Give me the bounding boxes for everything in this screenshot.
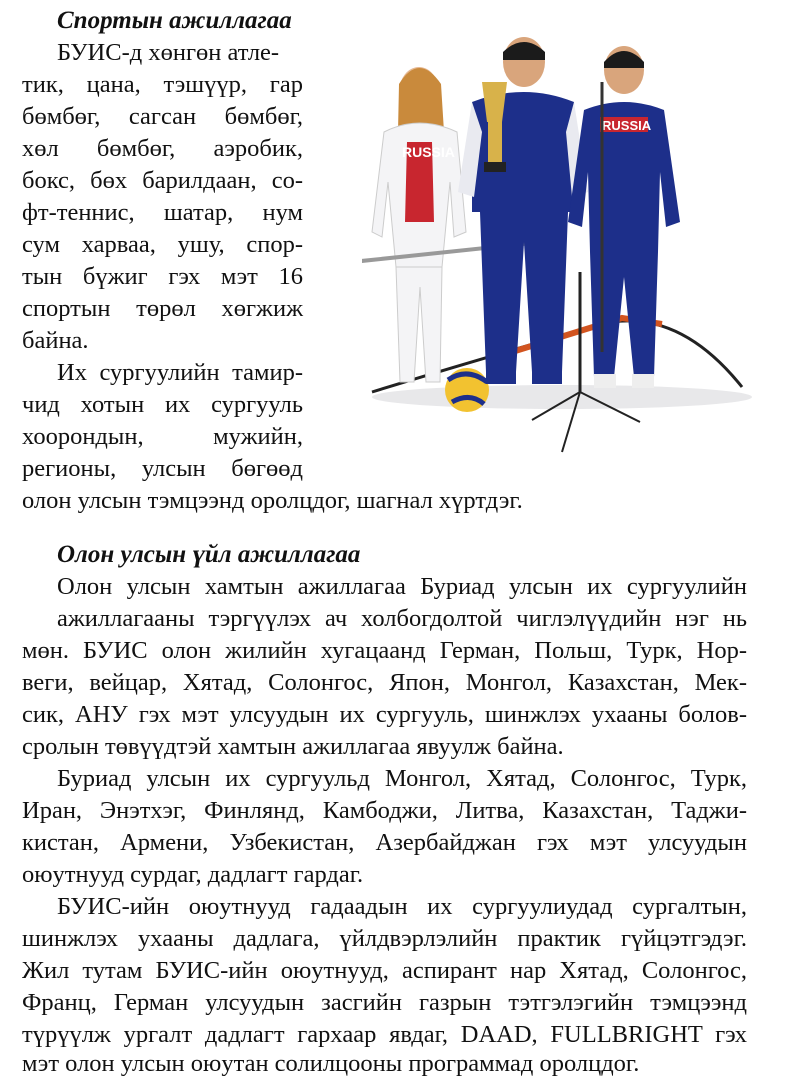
intl-line-14: Франц, Герман улсуудын засгийн газрын тэтгэлэгийн тэмцээнд xyxy=(22,989,747,1016)
sport-line-2: тик, цана, тэшүүр, гар xyxy=(22,71,303,98)
intl-line-5: сик, АНУ гэх мэт улсуудын их сургууль, шинжлэх ухааны болов- xyxy=(22,701,747,728)
sport-line-12: чид хотын их сургууль xyxy=(22,391,303,418)
intl-line-7: Буриад улсын их сургуульд Монгол, Хятад, Солонгос, Турк, xyxy=(57,765,747,792)
sport-line-4: хөл бөмбөг, аэробик, xyxy=(22,135,303,162)
sport-line-5: бокс, бөх барилдаан, со- xyxy=(22,167,303,194)
intl-line-9: кистан, Армени, Узбекистан, Азербайджан гэх мэт улсуудын xyxy=(22,829,747,856)
jacket-left-text: RUSSIA xyxy=(402,144,455,160)
intl-line-10: оюутнууд сурдаг, дадлагт гардаг. xyxy=(22,861,364,888)
intl-heading: Олон улсын үйл ажиллагаа xyxy=(57,541,361,568)
sport-line-3: бөмбөг, сагсан бөмбөг, xyxy=(22,103,303,130)
sport-line-14: регионы, улсын бөгөөд xyxy=(22,455,303,482)
sport-line-1: БУИС-д хөнгөн атле- xyxy=(57,39,280,66)
intl-line-15: түрүүлж ургалт дадлагт гархаар явдаг, DAAD, FULLBRIGHT гэх xyxy=(22,1021,747,1048)
intl-line-11: БУИС-ийн оюутнууд гадаадын их сургуулиудад сургалтын, xyxy=(57,893,747,920)
sport-line-13: хоорондын, мужийн, xyxy=(22,423,303,450)
sport-line-10: байна. xyxy=(22,327,89,354)
sport-line-15: олон улсын тэмцээнд оролцдог, шагнал хүртдэг. xyxy=(22,487,523,514)
intl-line-16: мэт олон улсын оюутан солилцооны программад оролцдог. xyxy=(22,1050,640,1077)
intl-line-13: Жил тутам БУИС-ийн оюутнууд, аспирант нар Хятад, Солонгос, xyxy=(22,957,747,984)
jacket-right-text: RUSSIA xyxy=(602,118,652,133)
intl-line-2: ажиллагааны тэргүүлэх ач холбогдолтой чиглэлүүдийн нэг нь xyxy=(57,605,747,632)
intl-line-4: веги, вейцар, Хятад, Солонгос, Япон, Монгол, Казахстан, Мек- xyxy=(22,669,747,696)
intl-line-8: Иран, Энэтхэг, Финлянд, Камбоджи, Литва, Казахстан, Таджи- xyxy=(22,797,747,824)
sport-line-8: тын бүжиг гэх мэт 16 xyxy=(22,263,303,290)
athletes-photo xyxy=(362,22,756,462)
intl-line-6: сролын төвүүдтэй хамтын ажиллагаа явуулж байна. xyxy=(22,733,564,760)
intl-line-12: шинжлэх ухааны дадлага, үйлдвэрлэлийн практик гүйцэтгэдэг. xyxy=(22,925,747,952)
sport-line-9: спортын төрөл хөгжиж xyxy=(22,295,303,322)
intl-line-1: Олон улсын хамтын ажиллагаа Буриад улсын их сургуулийн xyxy=(57,573,747,600)
sport-line-6: фт-теннис, шатар, нум xyxy=(22,199,303,226)
athlete-right xyxy=(568,46,680,388)
sport-line-11: Их сургуулийн тамир- xyxy=(57,359,303,386)
intl-line-3: мөн. БУИС олон жилийн хугацаанд Герман, Польш, Турк, Нор- xyxy=(22,637,747,664)
sport-heading: Спортын ажиллагаа xyxy=(57,7,292,34)
sport-line-7: сум харваа, ушу, спор- xyxy=(22,231,303,258)
